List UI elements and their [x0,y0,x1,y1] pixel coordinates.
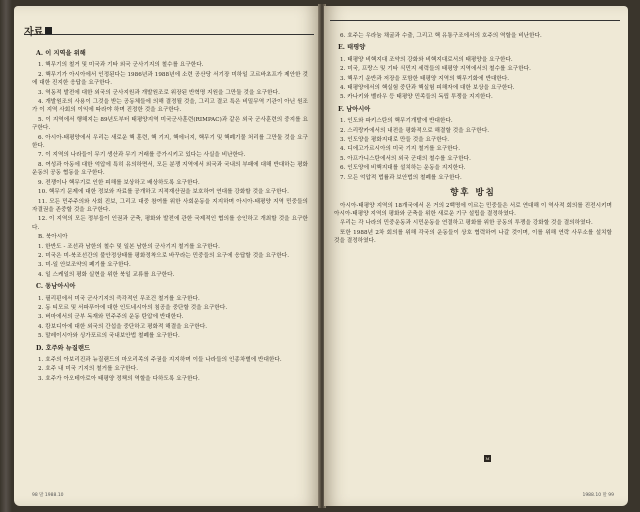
paragraph-item: 2. 호주 내 미국 기지의 철거를 요구한다. [38,366,139,373]
paragraph-item: 6. 아시아-태평양에서 우리는 새로운 핵 훈련, 핵 기지, 핵에너지, 핵무기 및 핵폐기물 처리를 그만둘 것을 요구한다. [32,134,308,150]
paragraph-item: 1. 핵무기의 철거 및 미국과 기타 외국 군사기지의 철수를 요구한다. [38,62,204,69]
paragraph-item: 2. 동 티모르 및 서파푸아에 대한 인도네시아의 침공을 중단할 것을 요구한다. [38,304,228,311]
paragraph-item: 2. 미국은 미-북조선간의 불안정상태를 평화정착으로 바꾸라는 민중들의 요구에 응답할 것을 요구한다. [38,252,290,259]
left-header [24,20,314,38]
section-d-list [32,356,308,383]
paragraph-item: 6. 인도양에 비핵지대를 설치하는 운동을 지지한다. [340,165,466,172]
paragraph-item: 8. 여성과 아동에 대한 억압에 특히 유의하면서, 모든 분쟁 지역에서 외국과 국내의 부패에 대해 반대하는 평화운동의 공동 협동을 요구한다. [32,161,308,177]
paragraph-item: 또한 1988년 2차 회의를 위해 각국의 운동들이 상호 협력하여 나갈 것이며, 이를 위해 연락 사무소를 설치할 것을 결정하였다. [334,229,612,245]
paragraph-item: 3. 버마에서의 군부 독재와 민주주의 운동 탄압에 반대한다. [38,314,184,321]
paragraph-item: 2. 핵무기가 아시아에서 인정된다는 1986년과 1988년에 소련 공산당 서기장 미하일 고르바초프가 제안한 것에 대한 진지한 응답을 요구한다. [32,71,308,87]
right-column [334,32,612,247]
paragraph-item: 5. 말레이시아와 싱가포르의 국내보안법 철폐를 요구한다. [38,333,180,340]
section-f-title: F. 남아시아 [338,105,371,113]
closing-paragraphs [334,202,612,246]
page-mark-icon: M [485,456,490,461]
paragraph-item: 5. 카나키와 벨라우 등 태평양 민족들의 독립 투쟁을 지지한다. [340,94,493,101]
section-a-title: A. 이 지역을 위해 [36,50,86,57]
section-c-title: C. 동남아시아 [36,283,76,291]
paragraph-item: 7. 이 지역의 나라들이 무기 생산과 무기 거래를 증가시키고 있다는 사실을 비난한다. [38,152,246,159]
paragraph-item: 12. 이 지역의 모든 정부들이 인권과 군축, 평화와 발전에 관한 국제적인 협의를 승인하고 개최할 것을 요구한다. [32,216,308,231]
paragraph-item: 우리는 각 나라의 민중운동과 시민운동을 연결하고 평화를 위한 공동의 투쟁을 강화할 것을 결의하였다. [340,220,593,227]
intro-paragraph: 6. 호주는 우라늄 채굴과 수출, 그리고 핵 유통구조에서의 호주의 역할을 비난한다. [340,33,542,39]
section-d-title: D. 호주와 뉴질랜드 [36,344,90,352]
paragraph-item: 3. 역동적 발전에 대한 외국의 군사지원과 개발원조로 위장된 반혁명 지원을 그만둘 것을 요구한다. [38,89,280,96]
left-footer: 98 말 1988.10 [32,493,64,498]
right-page [324,6,628,506]
paragraph-item: 9. 전쟁이나 핵무기로 인한 피해를 보상하고 배상하도록 요구한다. [38,179,200,186]
paragraph-item: 4. 디에고가르시아의 미국 기지 철거를 요구한다. [340,146,461,153]
paragraph-item: 1. 필리핀에서 미국 군사기지의 즉각적인 무조건 철거를 요구한다. [38,295,200,302]
right-footer: 1988.10 말 99 [582,493,614,498]
paragraph-item: 4. 캄보디아에 대한 외국의 간섭을 중단하고 평화적 해결을 요구한다. [38,323,208,330]
paragraph-item: 2. 스리랑카에서의 내전을 평화적으로 해결할 것을 요구한다. [340,127,490,134]
paragraph-item: B. 북아시아 [38,234,68,241]
paragraph-item: 2. 미국, 프랑스 및 기타 식민지 세력들의 태평양 지역에서의 철수를 요구한다. [340,66,531,73]
paragraph-item: 1. 호주의 아보리진과 뉴질랜드의 마오리족의 주권을 지지하며 이들 나라들의 인종차별에 반대한다. [38,357,282,363]
paragraph-item: 7. 모든 억압적 법률과 보안법의 철폐를 요구한다. [340,174,462,181]
paragraph-item: 4. 일 스케일의 평화 실현을 위한 북일 교류를 요구한다. [38,271,175,278]
section-e-title: E. 태평양 [338,44,366,52]
paragraph-item: 3. 인도양을 평화지대로 만들 것을 요구한다. [340,137,450,144]
section-e-list [334,56,612,102]
section-c-list [32,295,308,341]
header-square-icon [45,27,52,34]
paragraph-item: 3. 호주가 아오테아로아 태평양 정책의 역할을 다하도록 요구한다. [38,375,200,382]
paragraph-item: 3. 핵무기 운반과 저장을 포함한 태평양 지역의 핵무기화에 반대한다. [340,75,510,82]
paragraph-item: 1. 태평양 비핵지대 조약의 강화와 비핵지대로서의 태평양을 요구한다. [340,56,513,63]
paragraph-item: 1. 인도와 파키스탄의 핵무기개발에 반대한다. [340,118,453,125]
paragraph-item: 1. 한반도 - 조선과 남한의 철수 및 일본 남한의 군사기지 철거를 요구한다. [38,243,221,250]
section-a-list [32,61,308,279]
paragraph-item: 4. 태평양에서의 핵실험 중단과 핵실험 피해자에 대한 보상을 요구한다. [340,85,515,92]
section-f-list [334,117,612,182]
paragraph-item: 5. 아프가니스탄에서의 외국 군대의 철수를 요구한다. [340,155,471,162]
paragraph-item: 4. 개발원조의 사용이 그것을 받는 공동체들에 의해 결정될 것을, 그리고 결코 특은 비밀무역 기관이 아닌 원조가 이 지역 사회의 이익에 따라야 하며 진정한 것을 요구한다. [32,99,308,114]
header-tag: 자료 [24,27,44,38]
section-heading: 향후 방침 [450,188,496,199]
paragraph-item: 11. 모든 민주주의와 사회 진보, 그리고 대중 참여를 위한 사회운동을 지지하며 아시아-태평양 지역 민중들의 자결권을 존중할 것을 요구한다. [32,198,308,213]
paragraph-item: 아시아-태평양 지역의 18개국에서 온 거의 2백명에 이르는 민중들은 서로 연대해 이 역사적 회의를 진전시키며 아시아-태평양 지역의 평화와 군축을 위한 새로운 기구 설립을 결정하였다. [334,202,612,217]
right-header-rule [330,20,620,21]
left-column [32,46,308,384]
paragraph-item: 5. 이 지역에서 행해지는 89년도부터 태평양지역 미국군사훈련(RIMPAC)과 같은 외국 군사훈련의 중지를 요구한다. [32,116,308,132]
left-page [14,6,320,506]
paragraph-item: 3. 미-일 안보조약의 폐기를 요구한다. [38,262,131,269]
paragraph-item: 10. 핵무기 문제에 대한 정보와 자료를 공개하고 지적재산권을 보호하여 연대를 강화할 것을 요구한다. [38,189,289,196]
